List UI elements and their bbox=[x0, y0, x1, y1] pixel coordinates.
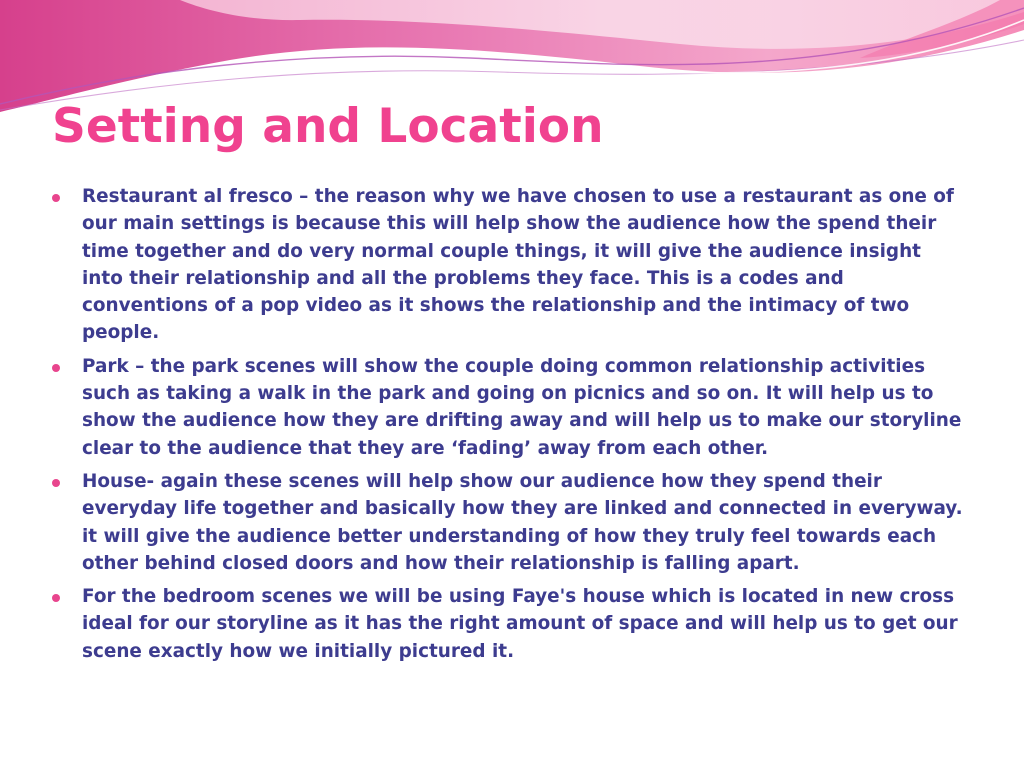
bullet-text: Park – the park scenes will show the couple doing common relationship activities such as taking a walk in the park and going on picnics and so on. It will help us to show the audience how they are drifting away and will help us to make our storyline clear to the audience that they are ‘fading’ away from each other. bbox=[82, 355, 962, 459]
slide-title: Setting and Location bbox=[52, 99, 604, 154]
bullet-dot-icon bbox=[52, 194, 60, 202]
bullet-text: House- again these scenes will help show our audience how they spend their everyday life together and basically how they are linked and connected in everyway. it will give the audience better understanding of how they truly feel towards each other behind closed doors and how their relationship is falling apart. bbox=[82, 470, 963, 574]
bullet-text: Restaurant al fresco – the reason why we have chosen to use a restaurant as one of our main settings is because this will help show the audience how the spend their time together and do very normal couple things, it will give the audience insight into their relationship and all the problems they face. This is a codes and conventions of a pop video as it shows the relationship and the intimacy of two people. bbox=[82, 186, 954, 344]
bullet-dot-icon bbox=[52, 364, 60, 372]
bullet-dot-icon bbox=[52, 594, 60, 602]
bullet-dot-icon bbox=[52, 479, 60, 487]
bullet-item-bedroom bbox=[50, 583, 965, 665]
bullet-item-park bbox=[50, 353, 965, 462]
bullet-list bbox=[50, 183, 965, 671]
bullet-item-house bbox=[50, 468, 965, 577]
bullet-item-restaurant bbox=[50, 183, 965, 347]
bullet-text: For the bedroom scenes we will be using Faye's house which is located in new cross ideal for our storyline as it has the right amount of space and will help us to get our scene exactly how we initially pictured it. bbox=[82, 586, 958, 662]
